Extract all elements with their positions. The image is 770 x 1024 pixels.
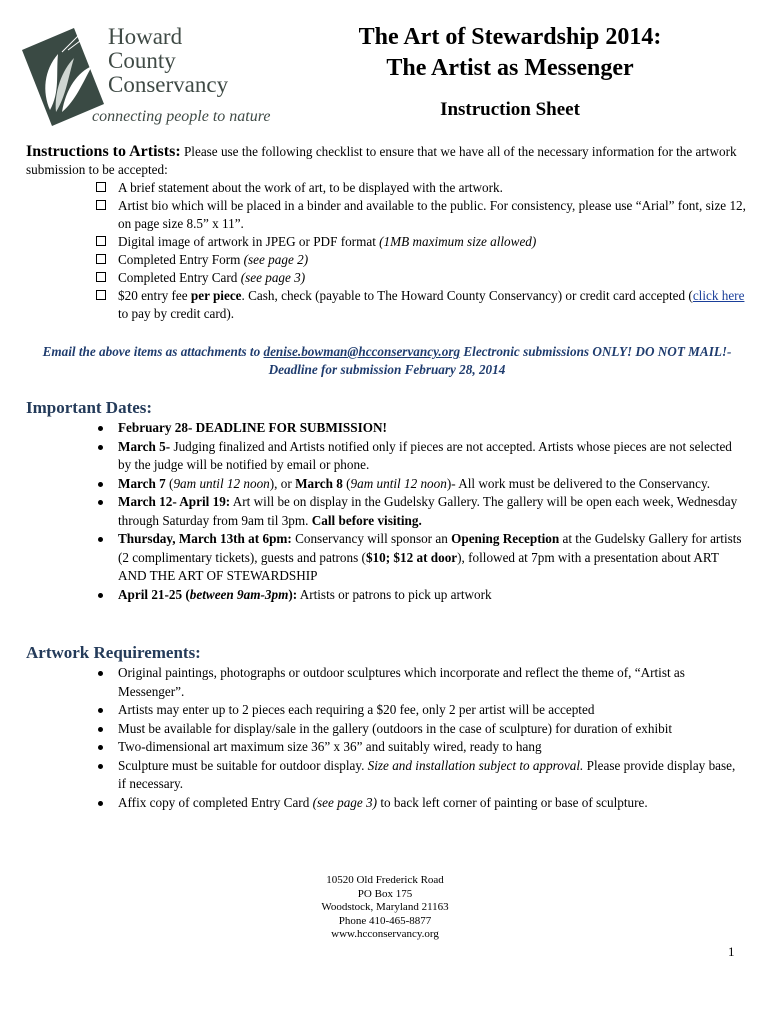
page-number: 1 — [728, 944, 735, 959]
checklist-item — [96, 197, 746, 233]
date-label: March 12- April 19: — [118, 494, 231, 509]
instructions-lead: Instructions to Artists: — [26, 143, 181, 160]
email-note-text: Email the above items as attachments to — [42, 344, 264, 359]
date-label: ): — [288, 586, 298, 602]
date-time: 9am until 12 noon — [173, 475, 270, 491]
date-item — [96, 475, 746, 494]
checklist-note: (see page 2) — [243, 252, 309, 267]
artwork-requirements-list — [96, 664, 746, 812]
bullet-icon — [98, 671, 103, 676]
requirement-item — [96, 720, 746, 739]
checkbox-icon[interactable] — [96, 290, 106, 300]
checklist-note: (see page 3) — [240, 270, 306, 285]
requirement-note: Size and installation subject to approval. — [367, 757, 584, 773]
artwork-requirements-heading: Artwork Requirements: — [26, 643, 201, 662]
footer-po-box: PO Box 175 — [357, 887, 413, 900]
requirement-item — [96, 794, 746, 813]
date-text: at the Gudelsky Gallery for artists (2 complimentary tickets), guests and patrons ( — [118, 531, 742, 565]
date-label: Thursday, March 13th at 6pm: — [118, 531, 292, 546]
date-time: 9am until 12 noon — [350, 475, 447, 491]
date-text: Art will be on display in the Gudelsky Gallery. The gallery will be open each week, Wednesday through Saturday from 9am til 3pm. — [118, 494, 738, 528]
bullet-icon — [98, 482, 103, 487]
logo-line-2: County — [108, 48, 176, 73]
title-line-2: The Artist as Messenger — [386, 55, 634, 81]
email-note-text: Electronic submissions ONLY! DO NOT MAIL!- Deadline for submission February 28, 2014 — [268, 344, 732, 377]
footer-website: www.hcconservancy.org — [331, 928, 439, 940]
requirement-text: Affix copy of completed Entry Card — [118, 794, 313, 810]
date-label: March 5- — [118, 438, 171, 454]
bullet-icon — [98, 593, 103, 598]
requirement-text: Sculpture must be suitable for outdoor display. — [118, 757, 368, 773]
checklist-text: Digital image of artwork in JPEG or PDF format — [118, 234, 380, 249]
email-submission-note — [26, 343, 748, 379]
requirement-text: Original paintings, photographs or outdoor sculptures which incorporate and reflect the theme of, “Artist as Messenger”. — [118, 665, 685, 699]
requirement-item — [96, 664, 746, 701]
checklist-item — [96, 179, 746, 197]
requirement-text: to back left corner of painting or base of sculpture. — [377, 794, 648, 810]
checkbox-icon[interactable] — [96, 236, 106, 246]
requirement-item — [96, 701, 746, 720]
requirement-text: Must be available for display/sale in the gallery (outdoors in the case of sculpture) for duration of exhibit — [118, 720, 673, 736]
checklist-text: Artist bio which will be placed in a binder and available to the public. For consistency, please use “Arial” font, size 12, on page size 8.5” x 11”. — [118, 198, 746, 231]
date-text: )- All work must be delivered to the Conservancy. — [446, 475, 711, 491]
checklist-text: Completed Entry Card — [118, 270, 241, 285]
checklist-item — [96, 251, 746, 269]
date-text: Artists or patrons to pick up artwork — [297, 586, 492, 602]
footer-phone: Phone 410-465-8877 — [338, 914, 432, 927]
requirement-text: Please provide display base, if necessary. — [118, 757, 736, 791]
footer-street: 10520 Old Frederick Road — [326, 874, 444, 886]
instructions-text: Please use the following checklist to ensure that we have all of the necessary information for the artwork submission to be accepted: — [26, 144, 737, 177]
checklist-item — [96, 269, 746, 287]
requirement-item — [96, 738, 746, 757]
requirement-item — [96, 757, 746, 794]
page-title — [300, 22, 720, 84]
checklist-text: $20 entry fee — [118, 288, 191, 303]
important-dates-list — [96, 419, 746, 604]
bullet-icon — [98, 727, 103, 732]
logo-line-1: Howard — [108, 24, 183, 49]
date-emphasis: Call before visiting. — [311, 512, 422, 528]
date-text: ( — [165, 475, 174, 491]
checklist-emphasis: per piece — [190, 288, 242, 303]
checklist-text: . Cash, check (payable to The Howard County Conservancy) or credit card accepted ( — [241, 288, 693, 303]
logo-tagline: connecting people to nature — [92, 108, 271, 125]
checkbox-icon[interactable] — [96, 272, 106, 282]
title-line-1: The Art of Stewardship 2014: — [358, 24, 662, 50]
bullet-icon — [98, 426, 103, 431]
checklist-note: (1MB maximum size allowed) — [379, 234, 537, 249]
date-item — [96, 493, 746, 530]
date-label: March 8 — [295, 475, 343, 491]
instructions-intro — [26, 143, 748, 179]
date-emphasis: $10; $12 at door — [365, 549, 458, 565]
requirement-note: (see page 3) — [312, 794, 378, 810]
checklist-item — [96, 233, 746, 251]
bullet-icon — [98, 500, 103, 505]
date-label: March 7 — [118, 475, 166, 491]
checklist-text: A brief statement about the work of art, to be displayed with the artwork. — [118, 180, 503, 195]
checkbox-icon[interactable] — [96, 200, 106, 210]
email-link[interactable]: denise.bowman@hcconservancy.org — [263, 344, 461, 359]
requirement-text: Two-dimensional art maximum size 36” x 36” and suitably wired, ready to hang — [118, 739, 542, 754]
logo-wordmark — [108, 24, 228, 97]
pay-by-credit-card-link[interactable]: click here — [692, 288, 745, 303]
date-text: ), followed at 7pm with a presentation about ART AND THE ART OF STEWARDSHIP — [118, 549, 719, 583]
date-label: April 21-25 ( — [118, 586, 190, 602]
date-item — [96, 419, 746, 438]
date-text: Conservancy will sponsor an — [291, 531, 452, 546]
footer-address — [250, 874, 520, 942]
bullet-icon — [98, 745, 103, 750]
checklist-text: Completed Entry Form — [118, 252, 244, 267]
bullet-icon — [98, 537, 103, 542]
date-item — [96, 530, 746, 586]
submission-checklist — [96, 179, 746, 323]
date-label: February 28- DEADLINE FOR SUBMISSION! — [118, 420, 387, 435]
requirement-text: Artists may enter up to 2 pieces each requiring a $20 fee, only 2 per artist will be accepted — [118, 702, 595, 717]
checklist-text: to pay by credit card). — [118, 306, 235, 321]
bullet-icon — [98, 445, 103, 450]
date-emphasis: Opening Reception — [451, 531, 560, 546]
bullet-icon — [98, 764, 103, 769]
logo-line-3: Conservancy — [108, 72, 229, 97]
page-subtitle: Instruction Sheet — [440, 99, 580, 120]
checklist-item — [96, 287, 746, 323]
date-text: Judging finalized and Artists notified only if pieces are not accepted. Artists whose pieces are not selected by the judge will be notified by email or phone. — [118, 438, 732, 472]
date-time: between 9am-3pm — [189, 586, 289, 602]
checkbox-icon[interactable] — [96, 182, 106, 192]
date-item — [96, 438, 746, 475]
bullet-icon — [98, 801, 103, 806]
date-text: ( — [342, 475, 351, 491]
date-text: ), or — [269, 475, 296, 491]
checkbox-icon[interactable] — [96, 254, 106, 264]
date-item — [96, 586, 746, 605]
bullet-icon — [98, 708, 103, 713]
footer-city: Woodstock, Maryland 21163 — [321, 901, 449, 913]
important-dates-heading: Important Dates: — [26, 398, 153, 417]
